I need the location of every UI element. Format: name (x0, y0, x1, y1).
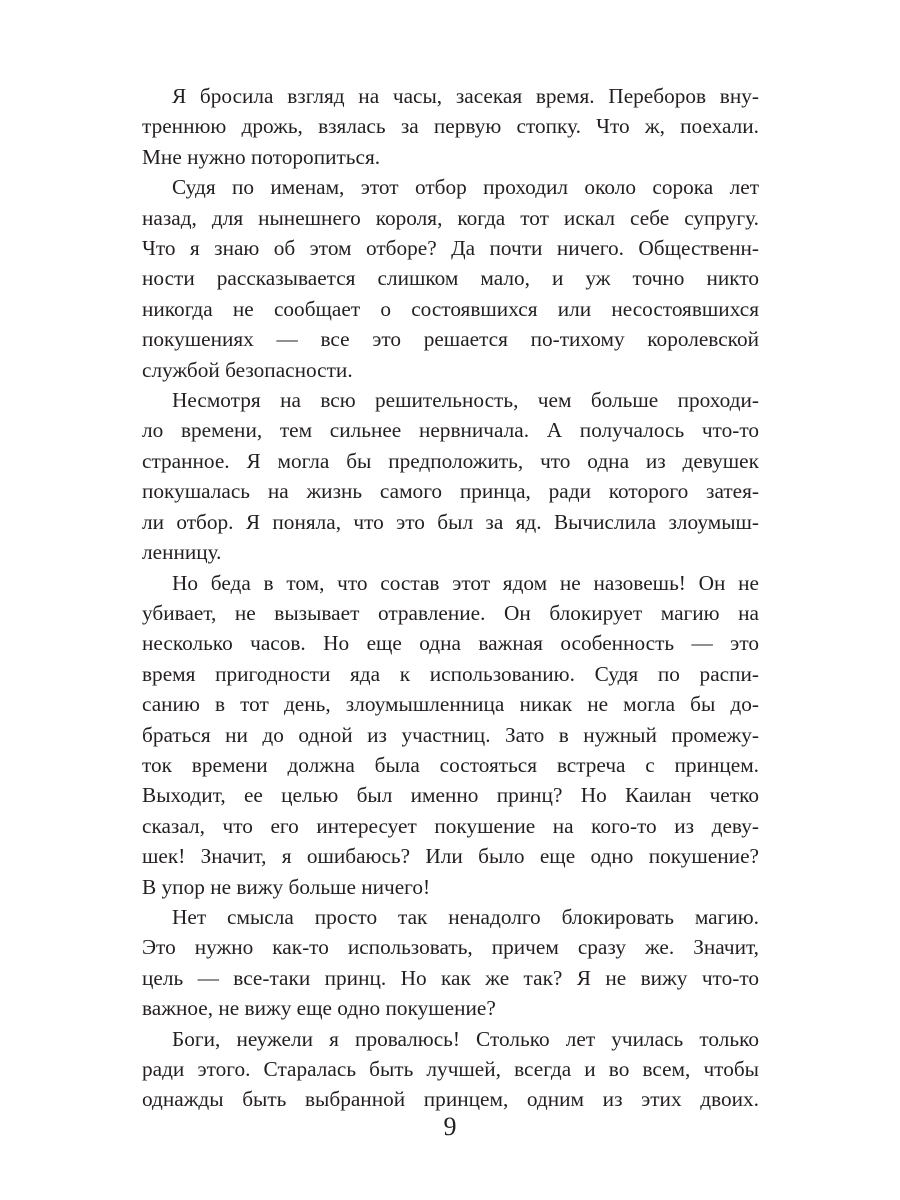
body-text (142, 81, 759, 1115)
text-line: Это нужно как-то использовать, причем сразу же. Значит, (142, 935, 759, 960)
text-line: время пригодности яда к использованию. Судя по распи- (142, 661, 759, 686)
text-line: странное. Я могла бы предположить, что одна из девушек (142, 448, 759, 473)
text-line: однажды быть выбранной принцем, одним из этих двоих. (142, 1087, 759, 1112)
text-line: ности рассказывается слишком мало, и уж точно никто (142, 266, 759, 291)
text-line: ток времени должна была состояться встреча с принцем. (142, 752, 759, 777)
text-line: убивает, не вызывает отравление. Он блокирует магию на (142, 600, 759, 625)
text-line: ли отбор. Я поняла, что это был за яд. Вычислила злоумыш- (142, 509, 759, 534)
text-line: назад, для нынешнего короля, когда тот искал себе супругу. (142, 205, 759, 230)
text-line: сказал, что его интересует покушение на кого-то из деву- (142, 813, 759, 838)
text-line: треннюю дрожь, взялась за первую стопку. Что ж, поехали. (142, 114, 759, 139)
text-line: ради этого. Старалась быть лучшей, всегда и во всем, чтобы (142, 1057, 759, 1081)
text-line: важное, не вижу еще одно покушение? (142, 996, 496, 1021)
paragraph (142, 172, 759, 385)
text-line: несколько часов. Но еще одна важная особенность — это (142, 631, 759, 656)
text-line: покушениях — все это решается по-тихому королевской (142, 327, 759, 352)
page-number: 9 (443, 1112, 457, 1141)
text-line: Судя по именам, этот отбор проходил около сорока лет (172, 175, 759, 200)
text-line: ло времени, тем сильнее нервничала. А получалось что-то (142, 418, 759, 443)
paragraph (142, 385, 759, 567)
text-line: Выходит, ее целью был именно принц? Но Каилан четко (142, 783, 759, 808)
text-line: В упор не вижу больше ничего! (142, 874, 431, 899)
text-line: Боги, неужели я провалюсь! Столько лет училась только (172, 1026, 759, 1051)
text-line: никогда не сообщает о состоявшихся или несостоявшихся (142, 296, 759, 321)
paragraph (142, 81, 759, 172)
text-line: Несмотря на всю решительность, чем больше проходи- (172, 388, 759, 413)
text-line: покушалась на жизнь самого принца, ради которого затея- (142, 479, 759, 504)
text-line: шек! Значит, я ошибаюсь? Или было еще одно покушение? (142, 844, 759, 869)
paragraph (142, 902, 759, 1024)
text-line: ленницу. (142, 540, 222, 565)
text-line: Но беда в том, что состав этот ядом не назовешь! Он не (172, 570, 759, 595)
text-line: службой безопасности. (142, 357, 353, 382)
text-line: Что я знаю об этом отборе? Да почти ничего. Общественн- (142, 236, 759, 261)
text-line: Я бросила взгляд на часы, засекая время. Переборов вну- (172, 84, 759, 108)
text-line: Мне нужно поторопиться. (142, 144, 381, 169)
text-line: цель — все-таки принц. Но как же так? Я не вижу что-то (142, 965, 759, 990)
paragraph (142, 568, 759, 902)
text-line: санию в тот день, злоумышленница никак не могла бы до- (142, 692, 759, 717)
paragraph (142, 1024, 759, 1115)
text-line: Нет смысла просто так ненадолго блокировать магию. (172, 904, 759, 929)
text-line: браться ни до одной из участниц. Зато в нужный промежу- (142, 722, 759, 747)
